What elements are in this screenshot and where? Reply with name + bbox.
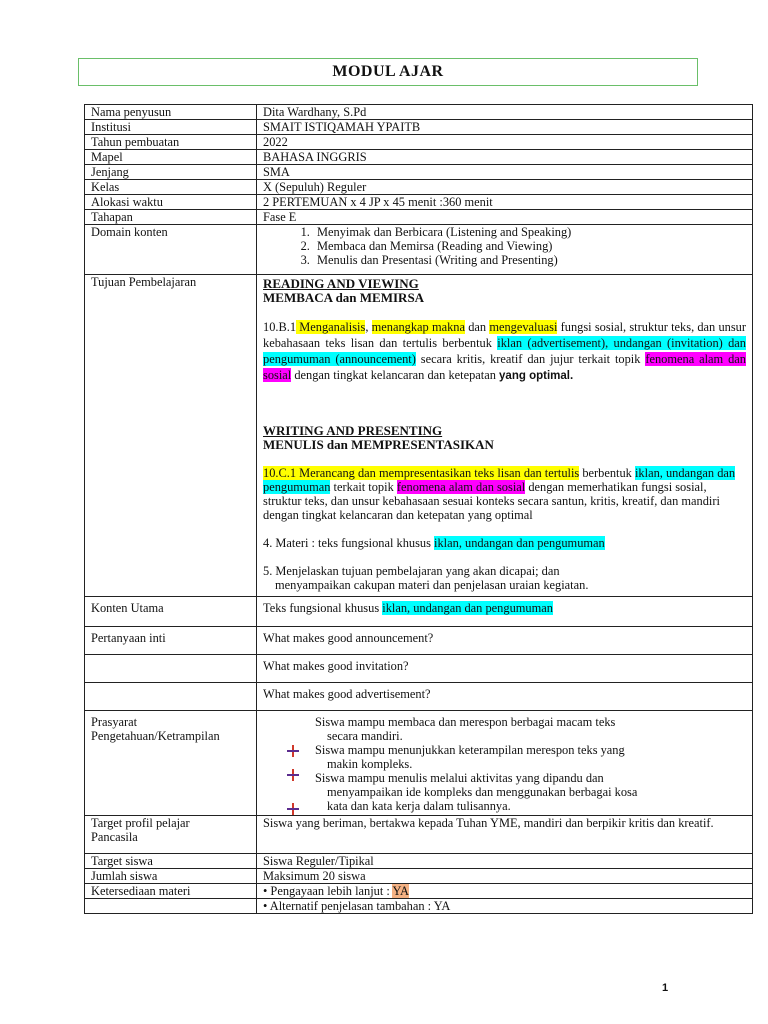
- table-row-tujuan: [85, 275, 753, 597]
- row-label: Tahun pembuatan: [85, 135, 257, 150]
- question-1: What makes good announcement?: [257, 627, 753, 655]
- row-label: Konten Utama: [85, 597, 257, 627]
- row-label: Nama penyusun: [85, 105, 257, 120]
- table-row: [85, 105, 753, 120]
- table-row: [85, 195, 753, 210]
- text: yang optimal.: [499, 370, 574, 382]
- table-row: [85, 135, 753, 150]
- table-row: [85, 210, 753, 225]
- profil-label: [85, 816, 257, 854]
- row-value: X (Sepuluh) Reguler: [257, 180, 753, 195]
- row-value: • Alternatif penjelasan tambahan : YA: [257, 899, 753, 914]
- text: berbentuk: [579, 466, 635, 480]
- table-row: [85, 884, 753, 899]
- prasyarat-cell: [257, 711, 753, 816]
- table-row: [85, 627, 753, 655]
- question-2: What makes good invitation?: [257, 655, 753, 683]
- reading-subheading: MEMBACA dan MEMIRSA: [263, 290, 425, 305]
- text: makin kompleks.: [327, 757, 413, 771]
- label-line: Target profil pelajar: [91, 816, 190, 830]
- table-row: [85, 816, 753, 854]
- item-5-continued: menyampaikan cakupan materi dan penjelasan uraian kegiatan.: [275, 578, 589, 592]
- row-value: Fase E: [257, 210, 753, 225]
- table-row: [85, 869, 753, 884]
- text: • Pengayaan lebih lanjut :: [263, 884, 393, 898]
- highlight: iklan (advertisement), undangan (invitation) dan pengumuman (announcement): [263, 336, 746, 366]
- text: ,: [365, 320, 372, 334]
- row-label: Tahapan: [85, 210, 257, 225]
- page-number: 1: [662, 982, 669, 994]
- text: menyampaikan ide kompleks dan menggunakan berbagai kosa: [327, 785, 638, 799]
- text: Teks fungsional khusus: [263, 601, 383, 615]
- row-value: [257, 597, 753, 627]
- text: kata dan kata kerja dalam tulisannya.: [327, 799, 511, 813]
- highlight: fenomena alam dan sosial: [263, 352, 746, 382]
- question-3: What makes good advertisement?: [257, 683, 753, 711]
- text: dan: [465, 320, 490, 334]
- row-value: Siswa Reguler/Tipikal: [257, 854, 753, 869]
- prasyarat-label: [85, 711, 257, 816]
- table-row: [85, 120, 753, 135]
- plus-bullet-icon: [287, 803, 299, 815]
- row-label: Jumlah siswa: [85, 869, 257, 884]
- text: terkait topik: [330, 480, 397, 494]
- table-row: [85, 899, 753, 914]
- table-row: [85, 683, 753, 711]
- list-item: [263, 743, 746, 771]
- row-value: SMAIT ISTIQAMAH YPAITB: [257, 120, 753, 135]
- table-row: [85, 150, 753, 165]
- table-row: [85, 597, 753, 627]
- tujuan-cell: [257, 275, 753, 597]
- row-value: Siswa yang beriman, bertakwa kepada Tuhan YME, mandiri dan berpikir kritis dan kreatif.: [257, 816, 753, 854]
- row-label: Jenjang: [85, 165, 257, 180]
- row-label: Mapel: [85, 150, 257, 165]
- text: secara kritis, kreatif dan jujur terkait topik: [415, 352, 646, 366]
- row-label-empty: [85, 899, 257, 914]
- table-row: [85, 655, 753, 683]
- highlight: YA: [392, 884, 410, 898]
- row-value: Maksimum 20 siswa: [257, 869, 753, 884]
- table-row: [85, 854, 753, 869]
- module-table: [84, 104, 753, 914]
- row-value: BAHASA INGGRIS: [257, 150, 753, 165]
- text: Siswa mampu membaca dan merespon berbagai macam teks: [315, 715, 616, 729]
- label-line: Prasyarat: [91, 715, 138, 729]
- domain-label: Domain konten: [85, 225, 257, 275]
- highlight: menangkap makna: [371, 320, 465, 334]
- row-label: Target siswa: [85, 854, 257, 869]
- text: Siswa mampu menunjukkan keterampilan merespon teks yang: [315, 743, 625, 757]
- text: dengan memerhatikan fungsi sosial, struktur teks, dan unsur kebahasaan sesuai konteks secara santun, kritis, kreatif, dan mandiri dengan tingkat kelancaran dan ketepatan yang optimal: [263, 480, 720, 522]
- table-row: [85, 180, 753, 195]
- highlight: iklan, undangan dan pengumuman: [382, 601, 553, 615]
- table-row-prasyarat: [85, 711, 753, 816]
- list-item: 3. Menulis dan Presentasi (Writing and Presenting): [313, 253, 746, 267]
- highlight: iklan, undangan dan pengumuman: [263, 466, 736, 494]
- writing-subheading: MENULIS dan MEMPRESENTASIKAN: [263, 437, 494, 452]
- table-row-domain: [85, 225, 753, 275]
- list-item: [263, 715, 746, 743]
- domain-list: [263, 225, 746, 267]
- highlight: Menganalisis: [296, 320, 366, 334]
- row-label: Kelas: [85, 180, 257, 195]
- materi-line: [263, 536, 746, 550]
- highlight: mengevaluasi: [489, 320, 558, 334]
- writing-objective: [263, 466, 746, 522]
- label-line: Pengetahuan/Ketrampilan: [91, 729, 220, 743]
- row-label: Alokasi waktu: [85, 195, 257, 210]
- objective-code: 10.B.1: [263, 320, 297, 334]
- page-title: MODUL AJAR: [332, 63, 444, 80]
- plus-bullet-icon: [287, 745, 299, 757]
- highlight: 10.C.1 Merancang dan mempresentasikan teks lisan dan tertulis: [263, 466, 580, 480]
- row-value: SMA: [257, 165, 753, 180]
- row-value: Dita Wardhany, S.Pd: [257, 105, 753, 120]
- text: fungsi sosial, struktur teks, dan unsur kebahasaan teks lisan dan tertulis berbentuk: [263, 320, 746, 350]
- page-title-box: [78, 58, 698, 86]
- reading-objective: [263, 319, 746, 384]
- row-label: Institusi: [85, 120, 257, 135]
- row-value: 2 PERTEMUAN x 4 JP x 45 menit :360 menit: [257, 195, 753, 210]
- item-5: 5. Menjelaskan tujuan pembelajaran yang akan dicapai; dan: [263, 564, 560, 578]
- row-label: Pertanyaan inti: [85, 627, 257, 655]
- list-item: 1. Menyimak dan Berbicara (Listening and Speaking): [313, 225, 746, 239]
- list-item: 2. Membaca dan Memirsa (Reading and Viewing): [313, 239, 746, 253]
- text: dengan tingkat kelancaran dan ketepatan: [291, 368, 500, 382]
- row-label-empty: [85, 683, 257, 711]
- table-row: [85, 165, 753, 180]
- row-label-empty: [85, 655, 257, 683]
- text: 4. Materi : teks fungsional khusus: [263, 536, 435, 550]
- tujuan-label: Tujuan Pembelajaran: [85, 275, 257, 597]
- list-item: [263, 771, 746, 813]
- text: secara mandiri.: [327, 729, 403, 743]
- text: Siswa mampu menulis melalui aktivitas yang dipandu dan: [315, 771, 604, 785]
- writing-heading: WRITING AND PRESENTING: [263, 423, 443, 438]
- reading-heading: READING AND VIEWING: [263, 276, 419, 291]
- highlight: iklan, undangan dan pengumuman: [434, 536, 605, 550]
- domain-list-cell: [257, 225, 753, 275]
- row-value: [257, 884, 753, 899]
- label-line: Pancasila: [91, 830, 138, 844]
- row-label: Ketersediaan materi: [85, 884, 257, 899]
- highlight: fenomena alam dan sosial: [396, 480, 526, 494]
- plus-bullet-icon: [287, 769, 299, 781]
- row-value: 2022: [257, 135, 753, 150]
